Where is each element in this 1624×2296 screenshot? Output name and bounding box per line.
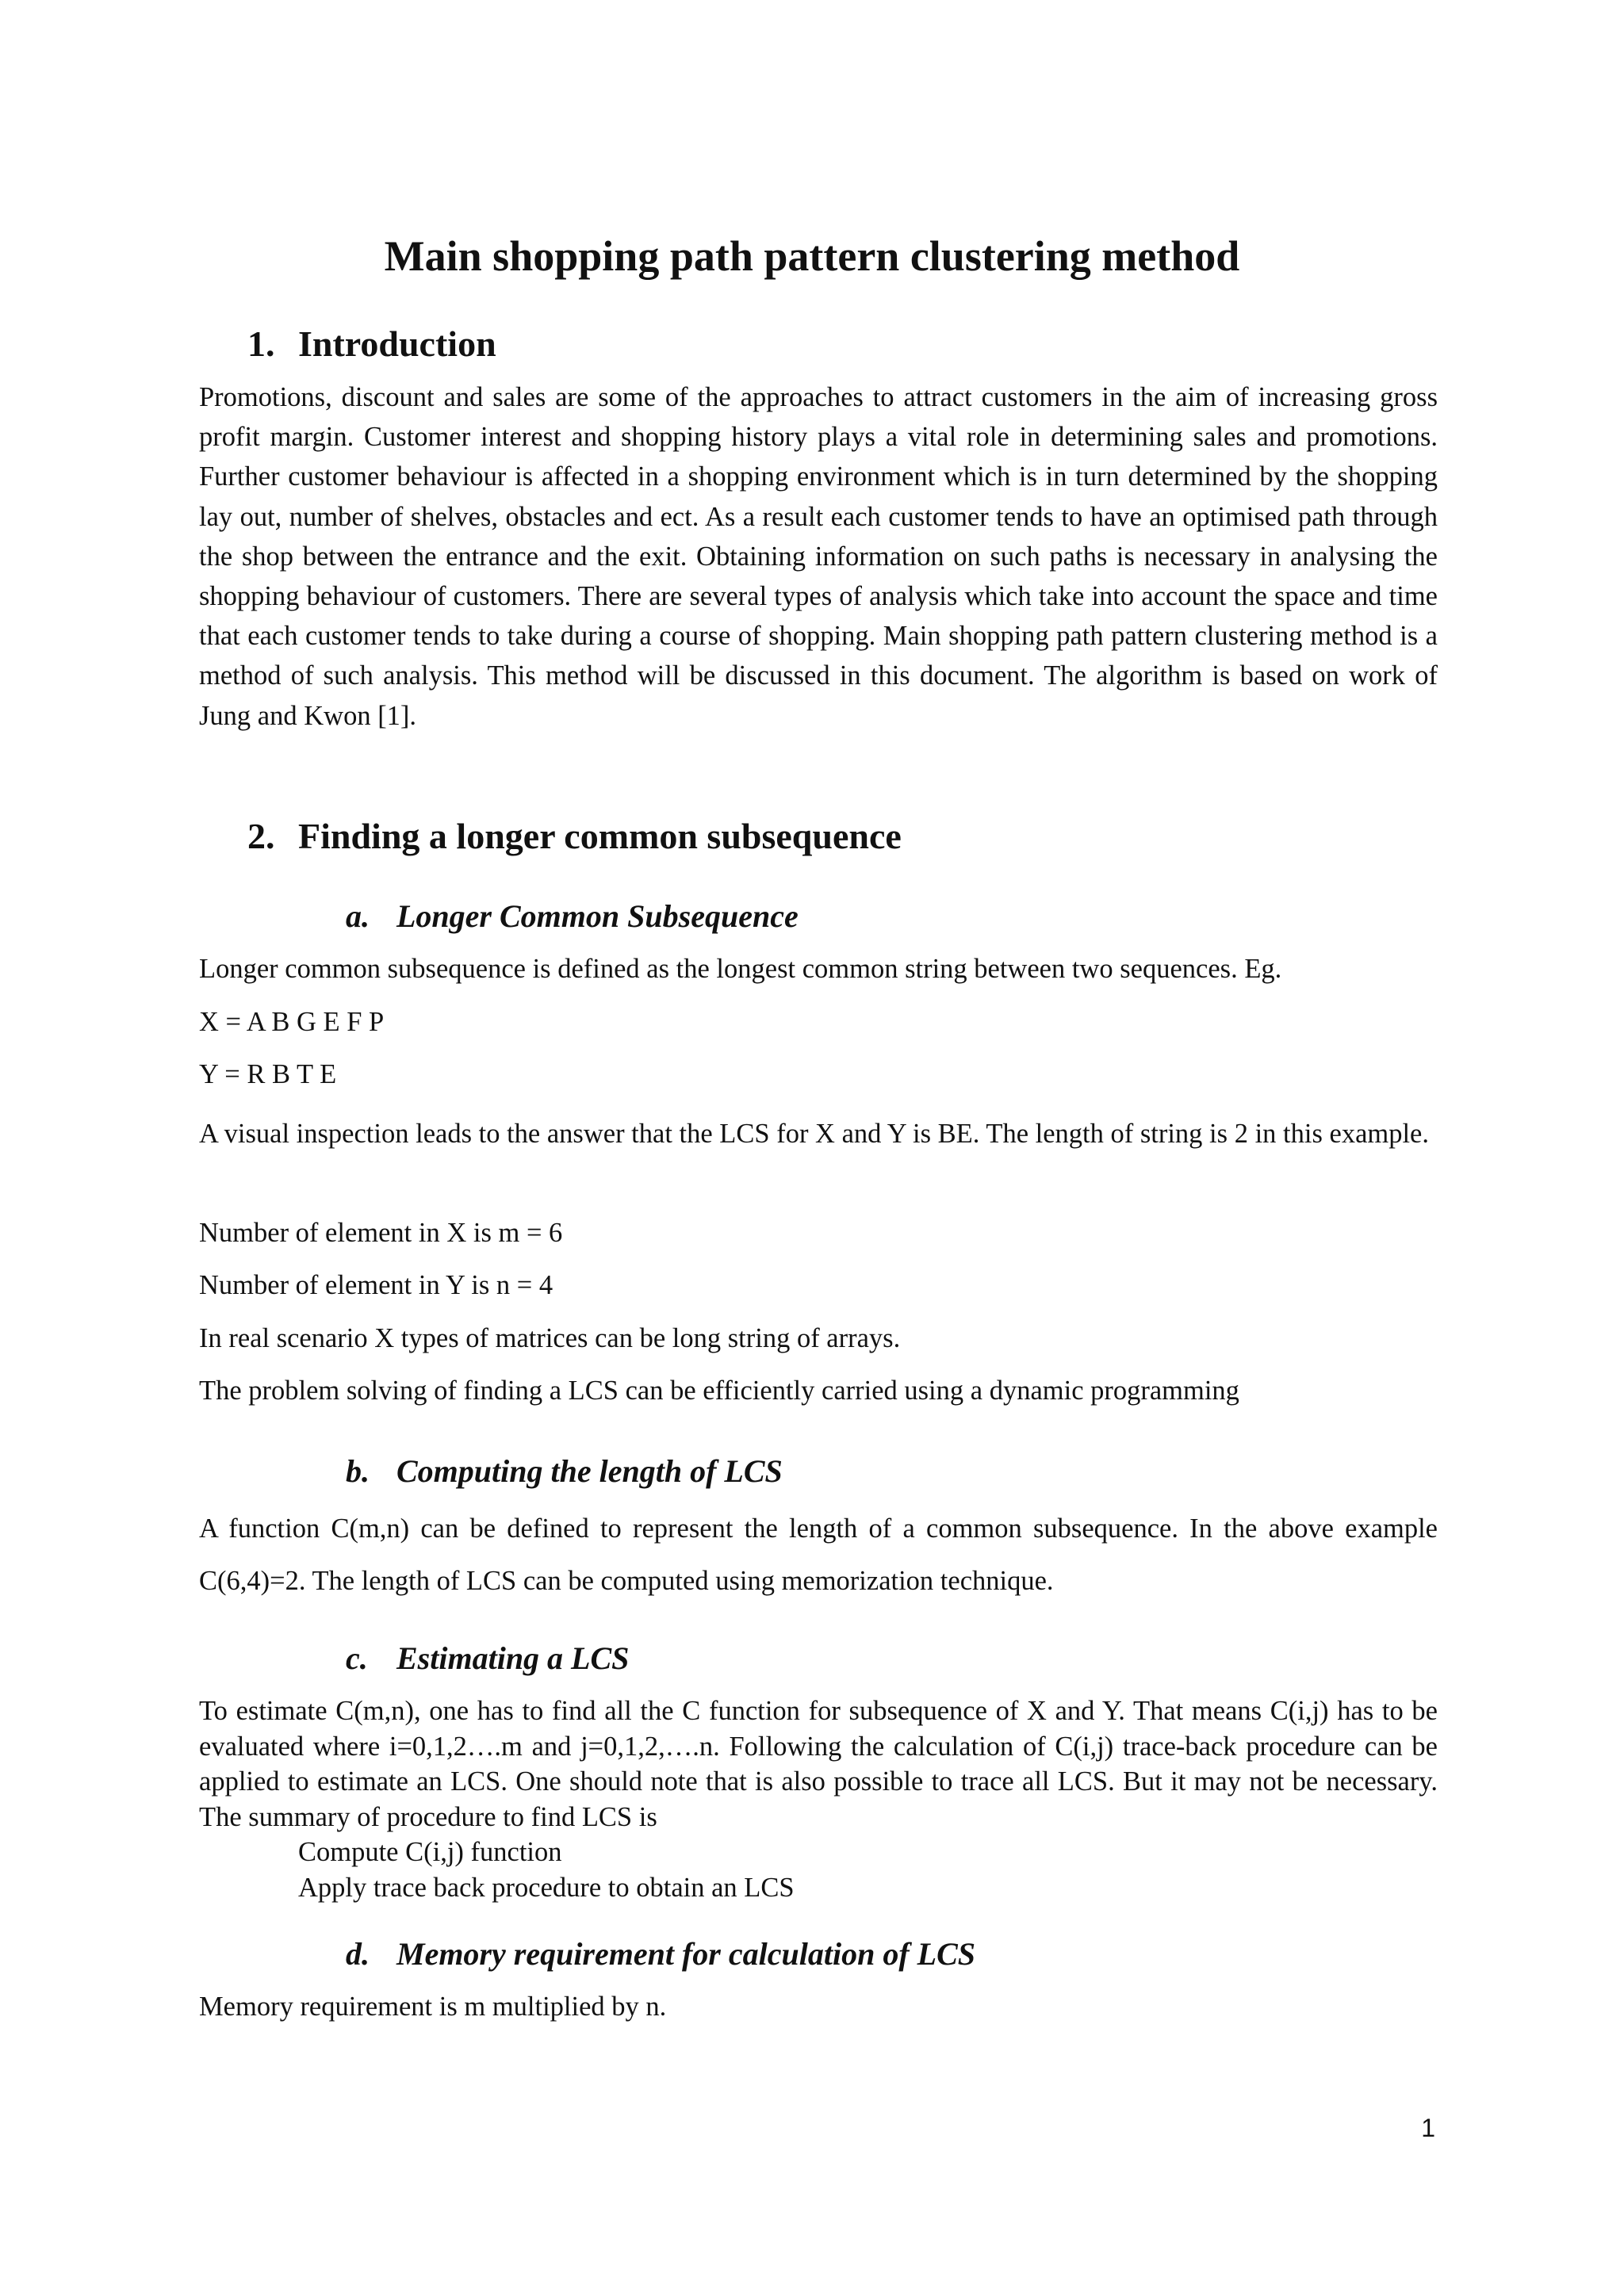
- subsection-letter: d.: [346, 1936, 370, 1972]
- section-number: 1.: [247, 323, 275, 364]
- introduction-paragraph: Promotions, discount and sales are some of the approaches to attract customers in the aim of increasing gross profit margin. Customer interest and shopping history plays a vital role in determining sales and promotions. Further customer behaviour is affected in a shopping environment which is in turn determined by the shopping lay out, number of shelves, obstacles and ect. As a result each customer tends to have an optimised path through the shop between the entrance and the exit. Obtaining information on such paths is necessary in analysing the shopping behaviour of customers. There are several types of analysis which take into account the space and time that each customer tends to take during a course of shopping. Main shopping path pattern clustering method is a method of such analysis. This method will be discussed in this document. The algorithm is based on work of Jung and Kwon [1].: [199, 382, 1438, 731]
- dynamic-programming-line: The problem solving of finding a LCS can be efficiently carried using a dynamic programming: [199, 1376, 1239, 1406]
- computing-length-paragraph: A function C(m,n) can be defined to represent the length of a common subsequence. In the above example C(6,4)=2. The length of LCS can be computed using memorization technique.: [199, 1513, 1438, 1596]
- memory-requirement-line: Memory requirement is m multiplied by n.: [199, 1992, 667, 2022]
- visual-inspection-paragraph: A visual inspection leads to the answer that the LCS for X and Y is BE. The length of string is 2 in this example.: [199, 1119, 1429, 1149]
- subsection-heading-c: [346, 1636, 629, 1681]
- subsection-title: Longer Common Subsequence: [396, 898, 799, 934]
- section-heading-lcs: [247, 813, 902, 860]
- real-scenario-line: In real scenario X types of matrices can be long string of arrays.: [199, 1323, 901, 1353]
- section-title: Introduction: [298, 323, 496, 364]
- subsection-letter: a.: [346, 898, 370, 934]
- element-count-y: Number of element in Y is n = 4: [199, 1270, 553, 1300]
- subsection-title: Estimating a LCS: [396, 1640, 630, 1676]
- section-number: 2.: [247, 816, 275, 856]
- definition-line: Longer common subsequence is defined as the longest common string between two sequences. Eg.: [199, 954, 1282, 984]
- section-heading-introduction: [247, 320, 496, 368]
- subsection-heading-a: [346, 894, 799, 939]
- sequence-x: X = A B G E F P: [199, 1007, 385, 1037]
- document-title: Main shopping path pattern clustering method: [384, 232, 1240, 280]
- subsection-heading-d: [346, 1932, 975, 1976]
- subsection-title: Memory requirement for calculation of LCS: [396, 1936, 975, 1972]
- subsection-letter: b.: [346, 1453, 370, 1489]
- page-number: 1: [1421, 2114, 1435, 2142]
- procedure-step: Compute C(i,j) function: [298, 1837, 562, 1867]
- section-title: Finding a longer common subsequence: [298, 816, 902, 856]
- subsection-title: Computing the length of LCS: [396, 1453, 783, 1489]
- procedure-step: Apply trace back procedure to obtain an LCS: [298, 1873, 795, 1903]
- sequence-y: Y = R B T E: [199, 1059, 337, 1089]
- subsection-letter: c.: [346, 1640, 368, 1676]
- subsection-heading-b: [346, 1449, 783, 1494]
- element-count-x: Number of element in X is m = 6: [199, 1218, 563, 1248]
- estimating-lcs-paragraph: To estimate C(m,n), one has to find all the C function for subsequence of X and Y. That means C(i,j) has to be evaluated where i=0,1,2….m and j=0,1,2,….n. Following the calculation of C(i,j) trace-back procedure can be applied to estimate an LCS. One should note that is also possible to trace all LCS. But it may not be necessary. The summary of procedure to find LCS is: [199, 1696, 1438, 1832]
